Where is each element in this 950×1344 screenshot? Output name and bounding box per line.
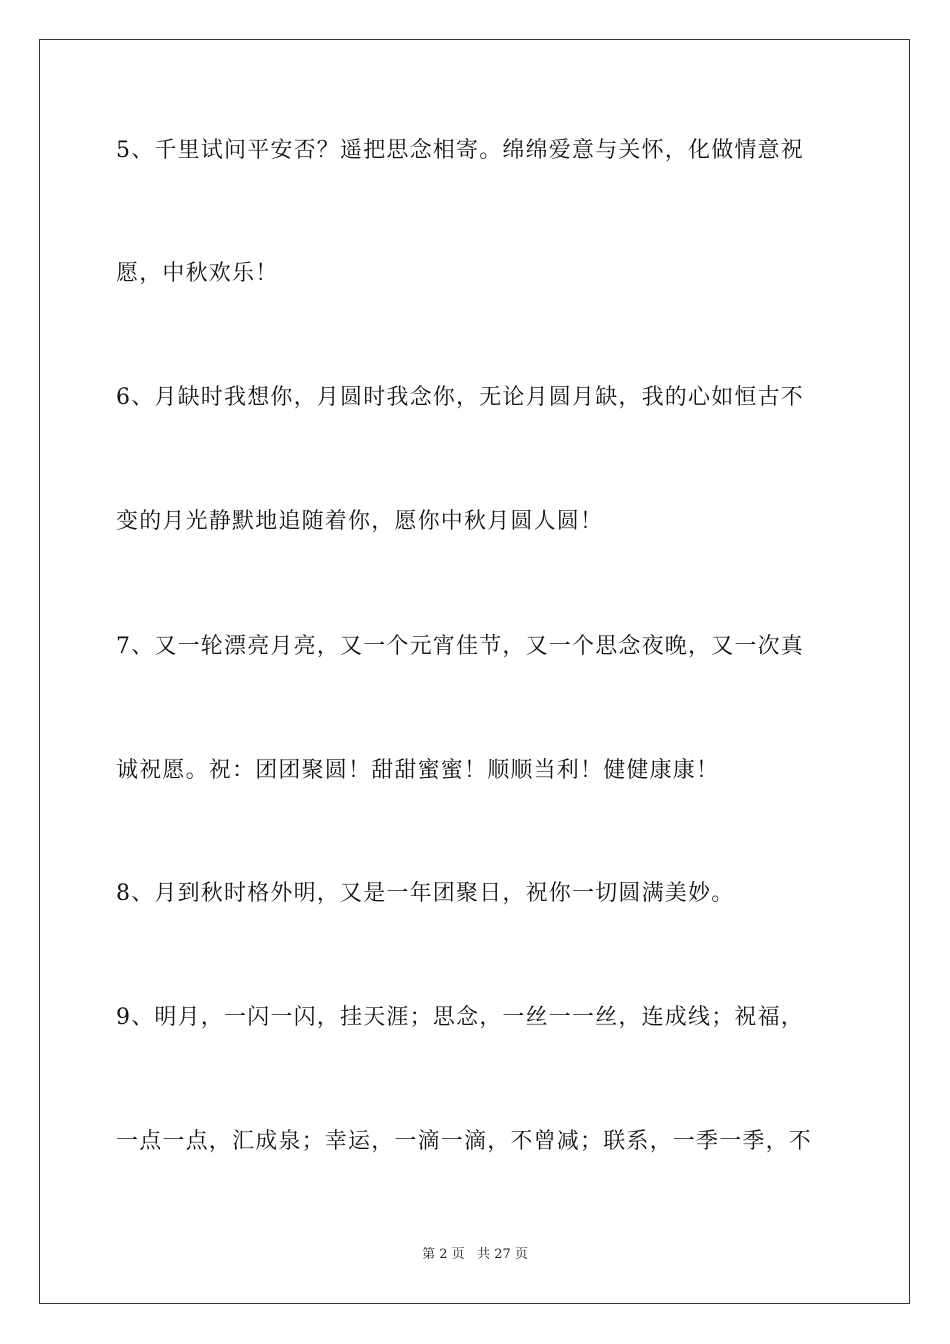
text-line-item7-b: 诚祝愿。祝：团团聚圆！甜甜蜜蜜！顺顺当利！健健康康！ bbox=[116, 758, 720, 783]
text-line-item7-a: 7、又一轮漂亮月亮，又一个元宵佳节，又一个思念夜晚，又一次真 bbox=[116, 634, 804, 659]
text-line-item9-b: 一点一点，汇成泉；幸运，一滴一滴，不曾减；联系，一季一季，不 bbox=[116, 1129, 813, 1154]
page-frame bbox=[39, 39, 910, 1304]
page-total: 共 27 页 bbox=[477, 1247, 528, 1262]
text-line-item6-a: 6、月缺时我想你，月圆时我念你，无论月圆月缺，我的心如恒古不 bbox=[116, 385, 804, 410]
text-line-item8: 8、月到秋时格外明，又是一年团聚日，祝你一切圆满美妙。 bbox=[116, 881, 735, 906]
text-line-item5-b: 愿，中秋欢乐！ bbox=[116, 261, 279, 286]
text-line-item5-a: 5、千里试问平安否？遥把思念相寄。绵绵爱意与关怀，化做情意祝 bbox=[116, 138, 804, 163]
page-footer bbox=[0, 1246, 950, 1264]
text-line-item9-a: 9、明月，一闪一闪，挂天涯；思念，一丝一一丝，连成线；祝福， bbox=[116, 1005, 804, 1030]
page-number: 第 2 页 bbox=[422, 1247, 465, 1262]
text-line-item6-b: 变的月光静默地追随着你，愿你中秋月圆人圆！ bbox=[116, 509, 604, 534]
